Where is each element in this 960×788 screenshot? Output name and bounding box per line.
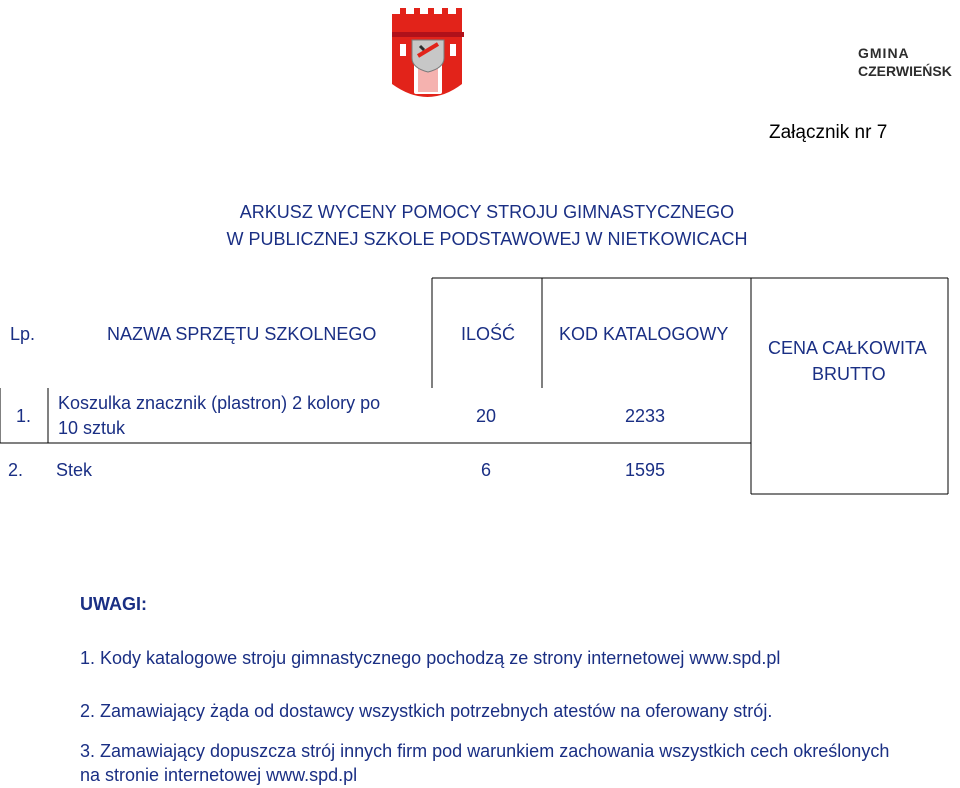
logo-text [858,44,952,80]
header-code: KOD KATALOGOWY [559,324,729,344]
row-2-lp: 2. [8,460,24,480]
note-1: 1. Kody katalogowe stroju gimnastycznego pochodzą ze strony internetowej www.spd.pl [80,648,781,668]
note-3: 3. Zamawiający dopuszcza strój innych firm pod warunkiem zachowania wszystkich cech określonych [80,741,890,761]
gmina-logo [388,4,952,110]
notes-title: UWAGI: [80,594,147,614]
row-2-code: 1595 [625,460,666,480]
row-1-name-line-2: 10 sztuk [58,418,126,438]
row-2-qty: 6 [481,460,492,480]
logo-line-1: GMINA [858,45,910,61]
document-title-line-2: W PUBLICZNEJ SZKOLE PODSTAWOWEJ W NIETKOWICACH [226,229,748,249]
header-price-line-1: CENA CAŁKOWITA [768,338,927,358]
note-3-continued: na stronie internetowej www.spd.pl [80,765,358,785]
attachment-label: Załącznik nr 7 [769,122,888,143]
header-name: NAZWA SPRZĘTU SZKOLNEGO [107,324,377,344]
logo-line-2: CZERWIEŃSK [858,63,952,79]
row-1-lp: 1. [16,406,32,426]
header-lp: Lp. [10,324,36,344]
coat-of-arms-icon [388,4,468,110]
row-1-qty: 20 [476,406,497,426]
row-2-name: Stek [56,460,93,480]
note-2: 2. Zamawiający żąda od dostawcy wszystkich potrzebnych atestów na oferowany strój. [80,701,773,721]
row-1-code: 2233 [625,406,666,426]
row-1-name-line-1: Koszulka znacznik (plastron) 2 kolory po [58,393,381,413]
header-price-line-2: BRUTTO [812,364,886,384]
document-title-line-1: ARKUSZ WYCENY POMOCY STROJU GIMNASTYCZNEGO [239,202,735,222]
header-qty: ILOŚĆ [461,324,516,344]
